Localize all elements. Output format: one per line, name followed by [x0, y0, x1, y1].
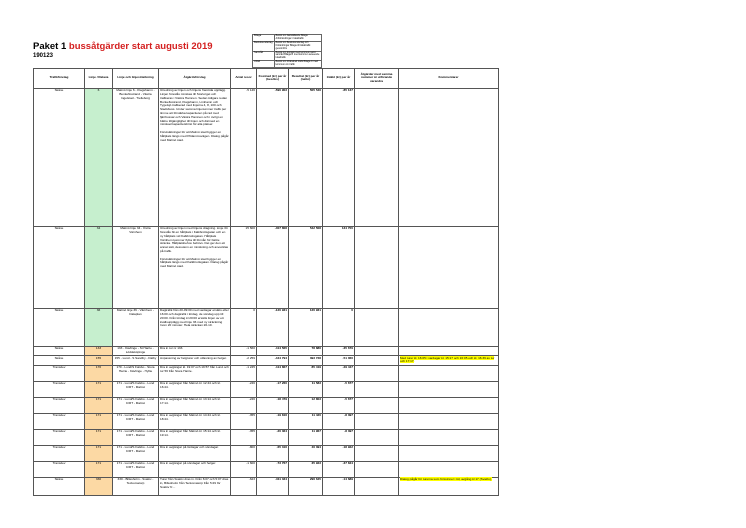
table-row [34, 346, 499, 355]
note-cell [355, 88, 399, 226]
trips-cell: 0 [231, 308, 257, 346]
header-row [34, 69, 499, 89]
comment-cell [399, 88, 499, 226]
legend-key: Utfall [253, 61, 275, 68]
trips-cell: -1 245 [231, 365, 257, 381]
income-cell: -85 137 [323, 88, 355, 226]
action-cell: Turer från Svalöv dras in. Från 6:07 och 5:07 dras in, Billesholm från Teckomatorp från 5:29 för Svalöv 6:... [159, 477, 231, 495]
legend-key: Samråd [253, 51, 275, 61]
col-header: Åtgärder med samma nummer är utförande varandra [355, 69, 399, 89]
cost-cell: -17 260 [257, 381, 289, 397]
company-cell: Transdev [34, 445, 85, 461]
cost-cell: -73 767 [257, 461, 289, 477]
company-cell: Skåne [34, 477, 85, 495]
result-cell: 11 583 [289, 381, 323, 397]
col-header: Antal resor [231, 69, 257, 89]
col-header: Linje / Relava [85, 69, 113, 89]
result-cell: 11 967 [289, 429, 323, 445]
company-cell: Transdev [34, 397, 85, 413]
page-title [33, 41, 213, 52]
title-block [33, 41, 213, 59]
note-cell [355, 477, 399, 495]
measures-table [33, 68, 499, 496]
line-cell: 171 [85, 397, 113, 413]
income-cell: -8 397 [323, 429, 355, 445]
line-cell: 171 [85, 445, 113, 461]
action-cell: Dagtrafik från 20-09:00 med vardagar ersätts efter 16:00 och dagtrafik i lördag, de söndag upp till 20:00. Från lördag kl 20:00 ersätts linjen av ett kvällsupplägg med linje 36 med ny sträckning Inom 20 minuter. Hela sträckan 20-10. [159, 308, 231, 346]
comment-cell [399, 356, 499, 365]
line-cell: 36 [85, 308, 113, 346]
trips-cell: -246 [231, 381, 257, 397]
note-cell [355, 308, 399, 346]
cost-cell: -20 364 [257, 429, 289, 445]
route-cell: Malmö linje 6 - Klagshamn - Bunkeflostrand - Västra Ingelstad - Trelleborg [113, 88, 159, 226]
comment-cell [399, 226, 499, 308]
cost-cell: -18 479 [257, 397, 289, 413]
company-cell: Transdev [34, 381, 85, 397]
col-header: Linje och linjesträckning [113, 69, 159, 89]
note-cell [355, 346, 399, 355]
comment-cell [399, 397, 499, 413]
line-cell: 6 [85, 88, 113, 226]
legend-key: Bilaga [253, 35, 275, 42]
income-cell: -14 689 [323, 477, 355, 495]
action-cell: Dra in avgångar kl. 19:07 och 19:57 från Lund och tur 56 från Stora Harrie. [159, 365, 231, 381]
table-row [34, 381, 499, 397]
table-row [34, 88, 499, 226]
note-cell [355, 365, 399, 381]
result-cell: 11 420 [289, 413, 323, 429]
income-cell: -35 679 [323, 346, 355, 355]
legend-text: Beslut om förändrad trafik Bilaga C med kommun om trafik [274, 61, 321, 68]
note-cell [355, 397, 399, 413]
comment-cell [399, 365, 499, 381]
action-cell: Dra in avgångar från Malmö kl. 13:14 och kl. 17:14. [159, 397, 231, 413]
trips-cell: -5 146 [231, 88, 257, 226]
route-cell: 171 - Lund/S Falsbo - Lund C/RT - Malmö [113, 429, 159, 445]
result-cell: 46 394 [289, 445, 323, 461]
note-cell [355, 413, 399, 429]
line-cell: 330 [85, 477, 113, 495]
title-prefix: Paket 1 [33, 41, 67, 52]
comment-highlight: Med turer kl. 16:05 i vardagar kl. 15:17 och 16:05 och kl. 16:39 av tur och 17:17. [400, 355, 495, 364]
route-cell: 133 - Kävlinge - St Harrie - Löddeköpinge [113, 346, 159, 355]
trips-cell: 15 600 [231, 226, 257, 308]
trips-cell: -355 [231, 413, 257, 429]
trips-cell: -355 [231, 429, 257, 445]
action-cell: Dra in avgångar på söndagar och helger. [159, 461, 231, 477]
company-cell: Skåne [34, 308, 85, 346]
col-header: Kostnad (kr) per år (besöks) [257, 69, 289, 89]
cost-cell: -65 316 [257, 445, 289, 461]
col-header: Kommentarer [399, 69, 499, 89]
cost-cell: -407 808 [257, 226, 289, 308]
legend-key: Beslutsunderlag [253, 41, 275, 51]
route-cell: 171 - Lund/S Falsbo - Lund C/RT - Malmö [113, 381, 159, 397]
income-cell: 134 700 [323, 226, 355, 308]
result-cell: 505 546 [289, 88, 323, 226]
table-row [34, 413, 499, 429]
trips-cell: -623 [231, 477, 257, 495]
note-cell [355, 429, 399, 445]
cost-cell: -19 816 [257, 413, 289, 429]
trips-cell: -1 600 [231, 461, 257, 477]
comment-cell [399, 429, 499, 445]
cost-cell: -444 794 [257, 356, 289, 365]
table-row [34, 308, 499, 346]
company-cell: Skåne [34, 346, 85, 355]
result-cell: 542 508 [289, 226, 323, 308]
col-header: Åtgärdsförslag [159, 69, 231, 89]
income-cell: -29 447 [323, 365, 355, 381]
cost-cell: -120 931 [257, 308, 289, 346]
route-cell: Malmö linje 36 - Värnhem - Dalaplan [113, 308, 159, 346]
income-cell: -5 677 [323, 381, 355, 397]
action-cell: Dra in tur nr 133. [159, 346, 231, 355]
line-cell: 133 [85, 346, 113, 355]
trips-cell: -246 [231, 397, 257, 413]
action-cell: Dra in avgångar från Malmö kl. 12:44 och kl. 16:44. [159, 381, 231, 397]
route-cell: 330 - Billesholm - Svalöv - Teckomatorp [113, 477, 159, 495]
legend-text: Beslut om Beslutsunderlag och Förändringar Bilaga till lokaltrafik genomförs [274, 41, 321, 51]
table-row [34, 356, 499, 365]
cost-cell: -311 334 [257, 477, 289, 495]
note-cell [355, 356, 399, 365]
table-row [34, 477, 499, 495]
cost-cell: -590 903 [257, 88, 289, 226]
income-cell: -51 066 [323, 356, 355, 365]
table-row [34, 226, 499, 308]
line-cell: 171 [85, 381, 113, 397]
line-cell: 171 [85, 413, 113, 429]
company-cell: Transdev [34, 365, 85, 381]
result-cell: 296 645 [289, 477, 323, 495]
action-cell: Utredning av linjen med linjens dragning. Linje 34 föreslås bli en hållplats i Kalkbrottsgatan och en ny hållplats vid Kalkbrottsgatan. Hållplats Värnhem kommer flytta till förmån för bättre sträcka. Hållplatsbehov behövs. Det ger den ett annat sätt, dessutom en minskning och avvecklas på trafik. Förutsättningar för att Malmö stad bygger en hållplats längs med Kalkbrottsgatan. Dialog pågår med Malmö stad. [159, 226, 231, 308]
cost-cell: -114 867 [257, 365, 289, 381]
comment-cell [399, 461, 499, 477]
trips-cell: -2 259 [231, 356, 257, 365]
cost-cell: -114 565 [257, 346, 289, 355]
note-cell [355, 226, 399, 308]
company-cell: Skåne [34, 356, 85, 365]
col-header: Resultat (kr) per år (netto) [289, 69, 323, 89]
line-cell: 34 [85, 226, 113, 308]
action-cell: Dra in avgångar från Malmö kl. 15:14 och kl. 19:14. [159, 429, 231, 445]
trips-cell: -800 [231, 445, 257, 461]
comment-highlight: Dialog pågår för turerna som försvinner i tid, avgång kl 17 (Svalöv). [400, 476, 492, 481]
income-cell: -8 397 [323, 413, 355, 429]
comment-cell [399, 413, 499, 429]
company-cell: Transdev [34, 429, 85, 445]
line-cell: 155 [85, 356, 113, 365]
route-cell: 171 - Lund/S Falsbo - Lund C/RT - Malmö [113, 461, 159, 477]
action-cell: Anpassning av helgturer och utfasning av helger. [159, 356, 231, 365]
income-cell: -37 844 [323, 461, 355, 477]
route-cell: 170 - Lund/S Falsbo - Stora Harrie - Kävlinge - Hyllie [113, 365, 159, 381]
result-cell: 78 886 [289, 346, 323, 355]
col-header: Intäkt (kr) per år [323, 69, 355, 89]
route-cell: 171 - Lund/S Falsbo - Lund C/RT - Malmö [113, 397, 159, 413]
income-cell: 0 [323, 308, 355, 346]
comment-cell [399, 445, 499, 461]
table-row [34, 429, 499, 445]
line-cell: 170 [85, 365, 113, 381]
trips-cell: -1 560 [231, 346, 257, 355]
route-cell: 155 - Lund - S Sandby - Dalby [113, 356, 159, 365]
table-row [34, 397, 499, 413]
legend-table [252, 34, 322, 68]
income-cell: -18 922 [323, 445, 355, 461]
route-cell: 171 - Lund/S Falsbo - Lund C/RT - Malmö [113, 413, 159, 429]
table-row [34, 445, 499, 461]
result-cell: 120 931 [289, 308, 323, 346]
legend-row [253, 41, 322, 51]
comment-cell [399, 477, 499, 495]
route-cell: Malmö linje 34 - Östra Värnhem [113, 226, 159, 308]
company-cell: Skåne [34, 226, 85, 308]
note-cell [355, 461, 399, 477]
comment-cell [399, 308, 499, 346]
action-cell: Utredning av linjen och linjens framtida upplägg. Linjen föreslås minskas till Stortorget och trafikeras i Västra Hamnen. Sedan tidigare redan Bunkeflostrand, Klagshamn, Limhamn och Tygelsjö trafikerad med linjerna 4, 8, 100 och Stadsbuss. Under samma linjenummer trafik per timme att förstärka kapaciteten på rad med fjärrbussar och Västra Hamnen och i övrigt en bättre tillgänglighet till linjen och därmed en minskad kapacitetsbrist för alla platser. Förutsättningar för att Malmö stad bygger en hållplats längs med Pildammsvägen. Dialog pågår med Malmö stad. [159, 88, 231, 226]
col-header: Trafikföretag [34, 69, 85, 89]
comment-cell [399, 381, 499, 397]
comment-cell [399, 346, 499, 355]
action-cell: Dra in avgångar på lördagar och söndagar. [159, 445, 231, 461]
result-cell: 85 419 [289, 365, 323, 381]
result-cell: 393 728 [289, 356, 323, 365]
note-cell [355, 445, 399, 461]
company-cell: Skåne [34, 88, 85, 226]
legend-text: Beslut om kontakt med kommun samt samråd Bilaga B med kommun avseende lokaltrafik [274, 51, 321, 61]
company-cell: Transdev [34, 461, 85, 477]
line-cell: 171 [85, 461, 113, 477]
table-row [34, 365, 499, 381]
company-cell: Transdev [34, 413, 85, 429]
document-date: 190123 [33, 53, 54, 59]
legend-text: Beslut om fastställande Bilaga A/Förändringar i lokaltrafik [274, 35, 321, 42]
line-cell: 171 [85, 429, 113, 445]
income-cell: -5 677 [323, 397, 355, 413]
note-cell [355, 381, 399, 397]
result-cell: 35 923 [289, 461, 323, 477]
action-cell: Dra in avgångar från Malmö kl. 14:44 och kl. 18:44. [159, 413, 231, 429]
table-row [34, 461, 499, 477]
route-cell: 171 - Lund/S Falsbo - Lund C/RT - Malmö [113, 445, 159, 461]
result-cell: 12 803 [289, 397, 323, 413]
title-highlight: bussåtgärder start augusti 2019 [68, 41, 213, 52]
legend-row [253, 61, 322, 68]
